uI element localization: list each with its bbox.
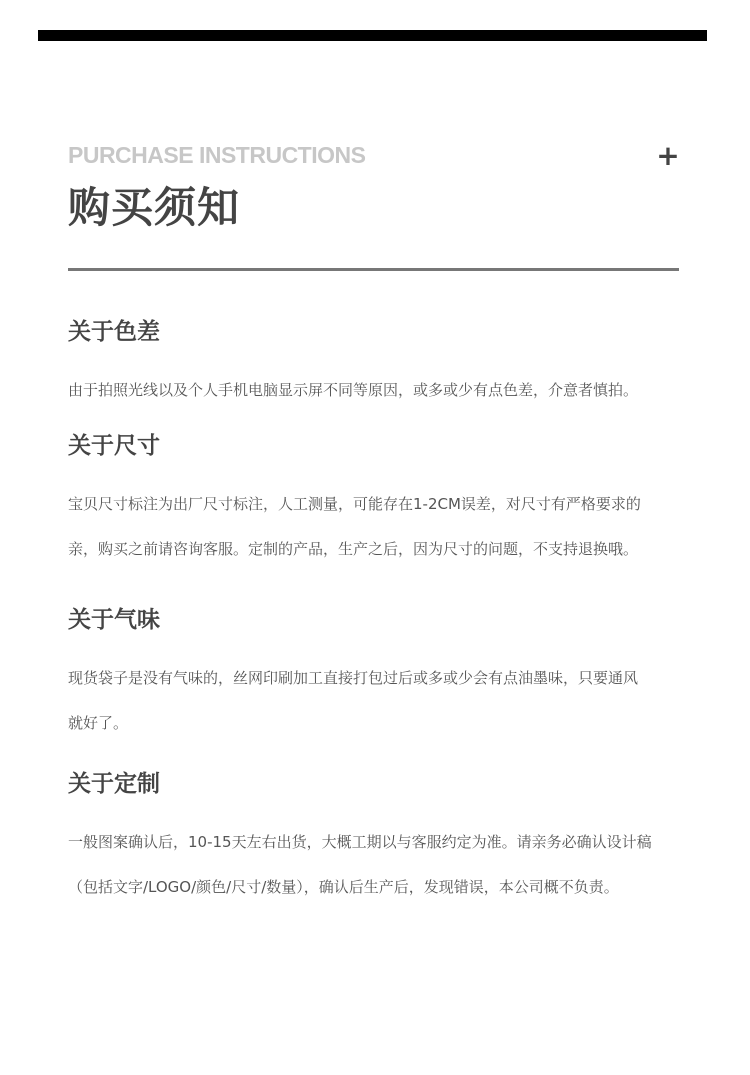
top-black-bar (38, 30, 707, 41)
section-text-line: 由于拍照光线以及个人手机电脑显示屏不同等原因，或多或少有点色差，介意者慎拍。 (68, 381, 639, 399)
section-text-line: （包括文字/LOGO/颜色/尺寸/数量），确认后生产后，发现错误，本公司概不负责。 (68, 878, 619, 896)
plus-icon[interactable]: + (656, 139, 680, 172)
section-size (68, 431, 693, 572)
section-text-line: 就好了。 (68, 714, 129, 732)
section-heading: 关于尺寸 (68, 433, 160, 459)
section-heading: 关于色差 (68, 319, 160, 345)
section-heading: 关于气味 (68, 607, 160, 633)
page-title: 购买须知 (68, 183, 241, 232)
section-text-line: 一般图案确认后，10-15天左右出货，大概工期以与客服约定为准。请亲务必确认设计稿 (68, 833, 652, 851)
section-heading: 关于定制 (68, 771, 160, 797)
section-odor (68, 605, 693, 746)
section-text-line: 亲，购买之前请咨询客服。定制的产品，生产之后，因为尺寸的问题，不支持退换哦。 (68, 540, 639, 558)
english-subtitle: PURCHASE INSTRUCTIONS (68, 142, 366, 168)
section-text-line: 现货袋子是没有气味的，丝网印刷加工直接打包过后或多或少会有点油墨味，只要通风 (68, 669, 639, 687)
section-customization (68, 769, 693, 910)
section-color-difference (68, 317, 693, 413)
section-text-line: 宝贝尺寸标注为出厂尺寸标注，人工测量，可能存在1-2CM误差，对尺寸有严格要求的 (68, 495, 641, 513)
header-divider (68, 268, 679, 271)
page-header (68, 140, 680, 234)
